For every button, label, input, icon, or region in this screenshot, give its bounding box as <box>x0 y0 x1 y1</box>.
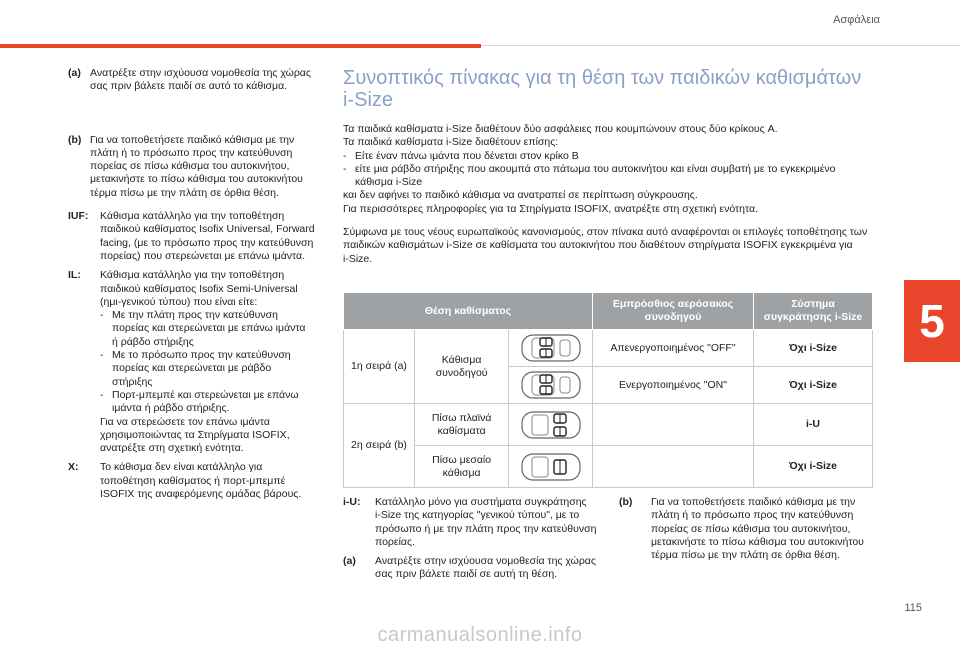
footnote-iu: i-U: Κατάλληλο μόνο για συστήματα συγκράτησης i-Size της κατηγορίας "γενικού τύπου", με το πρόσωπο ή με την πλάτη προς την κατεύθυνση πορείας. <box>343 496 597 548</box>
airbag-cell <box>593 404 754 446</box>
il-option: - Με το πρόσωπο προς την κατεύθυνση πορείας και στερεώνεται με ράβδο στήριξης <box>100 349 291 388</box>
main-content <box>343 67 873 266</box>
system-cell: Όχι i-Size <box>754 367 873 404</box>
row1-label: 1η σειρά (a) <box>344 330 415 404</box>
page-title: Συνοπτικός πίνακας για τη θέση των παιδικών καθισμάτων i-Size <box>343 67 862 111</box>
il-options-list <box>100 309 323 415</box>
system-cell: Όχι i-Size <box>754 446 873 488</box>
footnote-b: (b) Για να τοποθετήσετε παιδικό κάθισμα με την πλάτη ή το πρόσωπο προς την κατεύθυνση πορείας σε πίσω κάθισμα του αυτοκινήτου, μετακινήστε το πίσω κάθισμα του αυτοκινήτου τέρμα πίσω με την πλάτη σε όρθια θέση. <box>619 496 864 562</box>
section-title: Ασφάλεια <box>833 14 880 26</box>
row2-label: 2η σειρά (b) <box>344 404 415 488</box>
airbag-cell <box>593 446 754 488</box>
row2-side-seat: Πίσω πλαϊνά καθίσματα <box>414 404 508 446</box>
page-number: 115 <box>904 602 922 614</box>
compliance-paragraph: Σύμφωνα με τους νέους ευρωπαϊκούς κανονισμούς, στον πίνακα αυτό αναφέρονται οι επιλογές τοποθέτησης των παιδικών καθισμάτων i-Size σε καθίσματα του αυτοκινήτου που διαθέτουν στηρίγματα ISOFIX εγκεκριμένα για i-Size. <box>343 226 868 265</box>
system-cell: i-U <box>754 404 873 446</box>
legend-entry-x: X: Το κάθισμα δεν είναι κατάλληλο για τοποθέτηση καθίσματος ή πορτ-μπεμπέ ISOFIX της αναφερόμενης ομάδας βάρους. <box>68 461 302 501</box>
isize-table <box>343 292 873 488</box>
row1-seat: Κάθισμα συνοδηγού <box>414 330 508 404</box>
airbag-off-cell: Απενεργοποιημένος "OFF" <box>593 330 754 367</box>
watermark: carmanualsonline.info <box>377 624 583 646</box>
header-system: Σύστημα συγκράτησης i-Size <box>754 293 873 330</box>
table-row <box>344 404 873 446</box>
header-seat-position: Θέση καθίσματος <box>344 293 593 330</box>
table-row <box>344 446 873 488</box>
legend-entry-a: (a) Ανατρέξτε στην ισχύουσα νομοθεσία της χώρας σας πριν βάλετε παιδί σε αυτό το κάθισμα. <box>68 67 311 93</box>
intro-paragraph: Τα παιδικά καθίσματα i-Size διαθέτουν δύο ασφάλειες που κουμπώνουν στους δύο κρίκους A. Τα παιδικά καθίσματα i-Size διαθέτουν επίσης: - Είτε έναν πάνω ιμάντα που δένεται στον κρίκο B - είτε μια ράβδο στήριξης που ακουμπά στο πάτωμα του αυτοκινήτου και είναι συμβατή με το εγκεκριμένο κάθισμα i-Size και δεν αφήνει το παιδικό κάθισμα να ανατραπεί σε περίπτωση σύγκρουσης. Για περισσότερες πληροφορίες για τα Στηρίγματα ISOFIX, ανατρέξτε στη σχετική ενότητα. <box>343 123 836 215</box>
front-passenger-seat-icon <box>520 369 582 401</box>
chapter-tab <box>904 280 960 362</box>
rear-side-seats-icon <box>520 409 582 441</box>
rear-middle-seat-icon <box>520 451 582 483</box>
header-accent-bar <box>0 44 481 48</box>
airbag-on-cell: Ενεργοποιημένος "ON" <box>593 367 754 404</box>
row2-middle-seat: Πίσω μεσαίο κάθισμα <box>414 446 508 488</box>
table-row <box>344 330 873 367</box>
footnote-a: (a) Ανατρέξτε στην ισχύουσα νομοθεσία της χώρας σας πριν βάλετε παιδί σε αυτή τη θέση. <box>343 555 596 581</box>
chapter-number: 5 <box>919 295 945 347</box>
legend-entry-il: IL: Κάθισμα κατάλληλο για την τοποθέτηση παιδικού καθίσματος Isofix Semi-Universal (ημι-γενικού τύπου) που είναι είτε: - Με την πλάτη προς την κατεύθυνση πορείας και στερεώνεται με επάνω ιμάντα ή ράβδο στήριξης - Με το πρόσωπο προς την κατεύθυνση πορείας και στερεώνεται με ράβδο στήριξης - Πορτ-μπεμπέ και στερεώνεται με επάνω ιμάντα ή ράβδο στήριξης. Για να στερεώσετε τον επάνω ιμάντα χρησιμοποιώντας τα Στηρίγματα ISOFIX, ανατρέξτε στη σχετική ενότητα. <box>68 269 323 455</box>
il-option: - Με την πλάτη προς την κατεύθυνση πορείας και στερεώνεται με επάνω ιμάντα ή ράβδο στήριξης <box>100 309 306 348</box>
header-airbag: Εμπρόσθιος αερόσακος συνοδηγού <box>593 293 754 330</box>
legend-entry-iuf: IUF: Κάθισμα κατάλληλο για την τοποθέτηση παιδικού καθίσματος Isofix Universal, Forward facing, (με το πρόσωπο προς την κατεύθυνση πορείας) που στερεώνεται με επάνω ιμάντα. <box>68 210 315 262</box>
system-cell: Όχι i-Size <box>754 330 873 367</box>
legend-entry-b: (b) Για να τοποθετήσετε παιδικό κάθισμα με την πλάτη ή το πρόσωπο προς την κατεύθυνση πορείας σε πίσω κάθισμα του αυτοκινήτου, μετακινήστε το πίσω κάθισμα του αυτοκινήτου τέρμα πίσω με την πλάτη σε όρθια θέση. <box>68 133 303 199</box>
front-passenger-seat-icon <box>520 332 582 364</box>
legend-column <box>68 67 323 501</box>
il-option: - Πορτ-μπεμπέ και στερεώνεται με επάνω ιμάντα ή ράβδο στήριξης. <box>100 388 299 415</box>
header-rule <box>481 45 960 46</box>
